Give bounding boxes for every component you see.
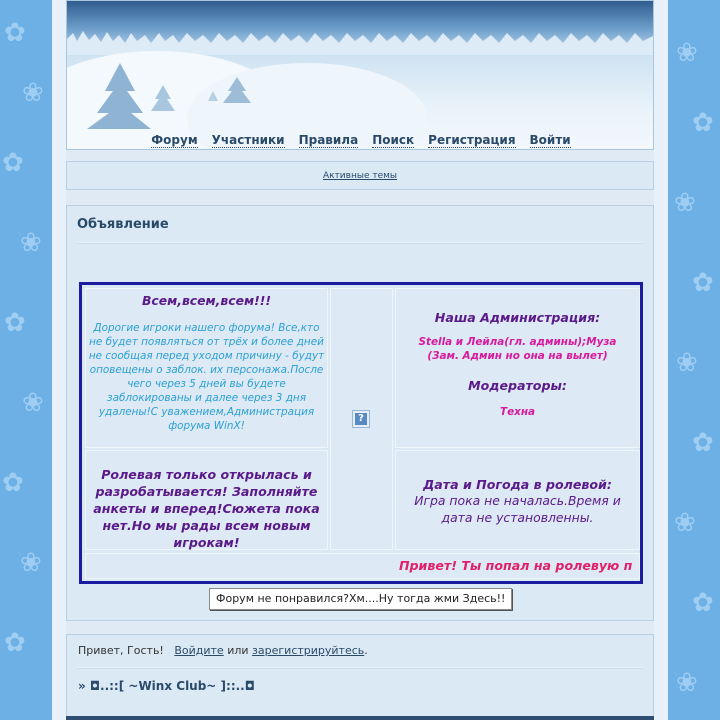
marquee-cell [85,553,640,579]
flower-decoration: ✿ [2,148,24,178]
breadcrumb[interactable]: » ◘..::[ ~Winx Club~ ]::..◘ [78,679,255,693]
page-border-left [52,0,67,720]
nav-members-link[interactable]: Участники [211,133,285,147]
weather-text: Игра пока не началась.Время и дата не установленны. [414,493,621,525]
nav-rules-link[interactable]: Правила [298,133,359,147]
flower-decoration: ❀ [676,38,698,68]
admins-list: Stella и Лейла(гл. админы);Муза (Зам. Админ но она на вылет) [418,336,617,362]
flower-decoration: ✿ [4,628,26,658]
login-link[interactable]: Войдите [174,644,224,657]
nav-forum-link[interactable]: Форум [151,133,198,147]
flower-decoration: ✿ [692,108,714,138]
icon-cell [330,288,393,550]
guest-greeting: Привет, Гость! [78,644,164,657]
nav-search-link[interactable]: Поиск [372,133,415,147]
guest-greeting-line [78,644,368,657]
page-border-right [653,0,668,720]
flower-decoration: ✿ [2,468,24,498]
moderators-list: Техна [499,406,536,418]
flower-decoration: ❀ [20,548,42,578]
rules-heading: Всем,всем,всем!!! [141,293,272,308]
admins-heading: Наша Администрация: [434,310,601,325]
pine-trees [75,51,355,131]
main-nav [67,129,654,148]
divider [77,242,643,244]
announcement-table [79,282,643,584]
flower-decoration: ✿ [692,428,714,458]
divider [77,667,643,669]
left-background [0,0,52,720]
flower-decoration: ✿ [4,308,26,338]
admins-cell [395,288,640,448]
flower-decoration: ❀ [22,78,44,108]
flower-decoration: ❀ [20,228,42,258]
status-text: Ролевая только открылась и разробатывается! Заполняйте анкеты и вперед!Сюжета пока нет.Но мы рады всем новым игрокам! [93,467,320,550]
or-text: или [227,644,249,657]
announcement-title: Объявление [77,217,169,232]
weather-heading: Дата и Погода в ролевой: [423,477,612,492]
flower-decoration: ✿ [692,268,714,298]
flower-decoration: ❀ [676,668,698,698]
weather-cell [395,450,640,550]
marquee-text: Привет! Ты попал на ролевую п [399,558,633,573]
flower-decoration: ✿ [4,18,26,48]
nav-register-link[interactable]: Регистрация [428,133,516,147]
announcement-section [66,205,654,621]
page-container [66,0,654,720]
right-background [668,0,720,720]
help-icon: ? [353,411,369,427]
rules-cell [85,288,328,448]
moderators-heading: Модераторы: [468,378,567,393]
rules-text: Дорогие игроки нашего форума! Все,кто не будет появляться от трёх и более дней не сообщая перед уходом причину - будут оповещены о заблок. их персонажа.После чего через 5 дней вы будете заблокированы и далее через 3 дня удалены!С уважением,Администрация форума WinX! [88,322,325,432]
flower-decoration: ✿ [692,588,714,618]
active-topics-link[interactable]: Активные темы [322,171,398,181]
nav-login-link[interactable]: Войти [529,133,571,147]
guest-panel [66,634,654,720]
flower-decoration: ❀ [676,348,698,378]
header-banner [66,0,654,150]
period-text: . [364,644,368,657]
bottom-bar [66,716,654,720]
flower-decoration: ❀ [674,508,696,538]
status-cell [85,450,328,550]
flower-decoration: ❀ [22,388,44,418]
flower-decoration: ❀ [674,188,696,218]
active-topics-bar [66,161,654,190]
register-link[interactable]: зарегистрируйтесь [252,644,365,657]
dislike-forum-button[interactable]: Форум не понравился?Хм....Ну тогда жми Здесь!! [209,588,512,610]
